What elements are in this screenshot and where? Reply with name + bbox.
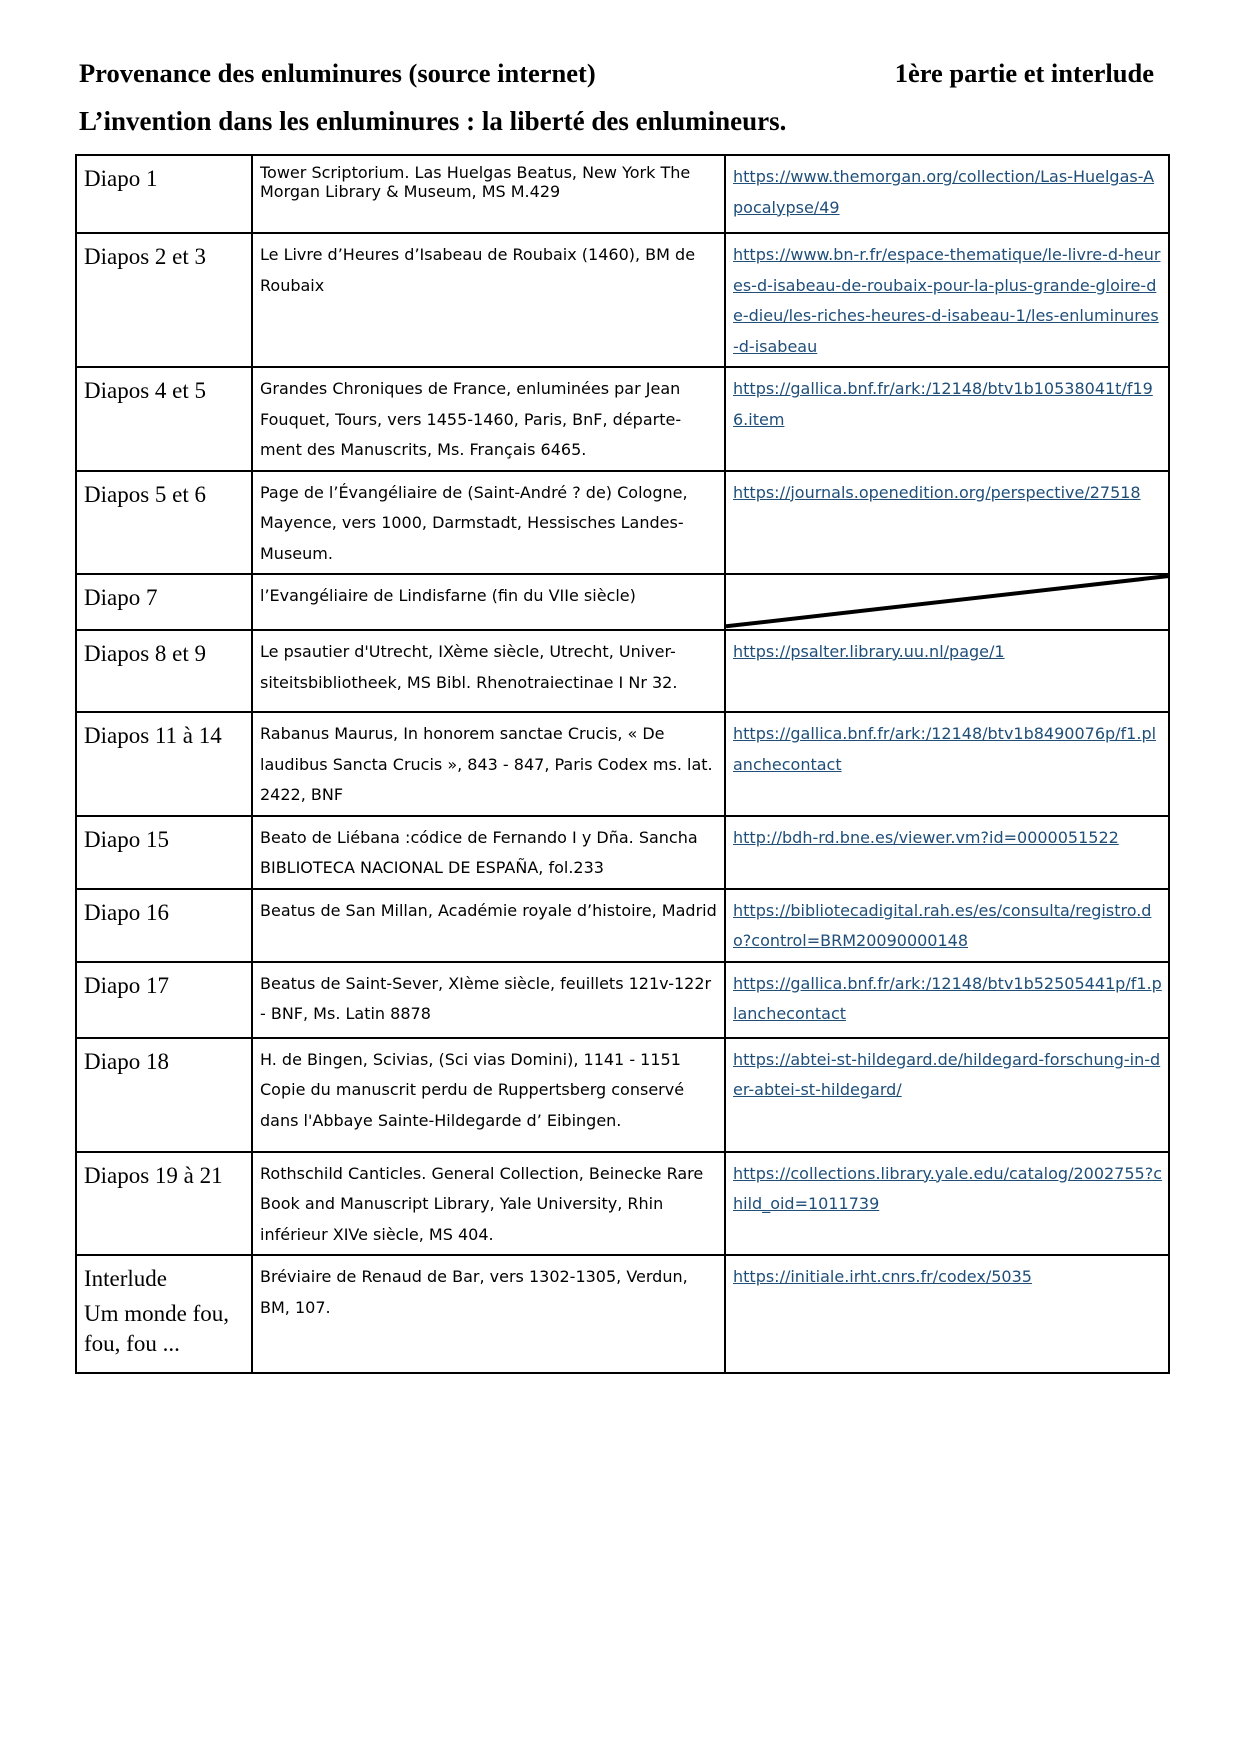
source-link[interactable]: https://www.bn-r.fr/espace-thematique/le-livre-d-heures-d-isabeau-de-roubaix-pour-la-plus-grande-gloire-de-dieu/les-riches-heures-d-isabeau-1/les-enluminures-d-isabeau xyxy=(733,245,1161,356)
source-description: Le Livre d’Heures d’Isabeau de Roubaix (1460), BM de Roubaix xyxy=(260,245,696,295)
source-description: Bréviaire de Renaud de Bar, vers 1302-1305, Verdun, BM, 107. xyxy=(260,1267,688,1317)
diapo-label: Diapo 15 xyxy=(84,826,169,852)
source-link[interactable]: https://gallica.bnf.fr/ark:/12148/btv1b52505441p/f1.planchecontact xyxy=(733,973,1162,1023)
source-description: H. de Bingen, Scivias, (Sci vias Domini), 1141 - 1151 Copie du manuscrit perdu de Ruppertsberg conservé dans l'Abbaye Sainte-Hildegarde d’ Eibingen. xyxy=(260,1049,685,1130)
diagonal-strike xyxy=(726,575,1168,629)
table-row xyxy=(76,1038,1169,1152)
table-row xyxy=(76,1255,1169,1373)
source-description: Page de l’Évangéliaire de (Saint-André ? de) Cologne, Mayence, vers 1000, Darmstadt, Hessisches Landes-Museum. xyxy=(260,482,688,563)
source-link[interactable]: http://bdh-rd.bne.es/viewer.vm?id=0000051522 xyxy=(733,827,1119,847)
interlude-label: Interlude xyxy=(84,1266,168,1291)
table-row xyxy=(76,1152,1169,1256)
source-link[interactable]: https://initiale.irht.cnrs.fr/codex/5035 xyxy=(733,1267,1032,1286)
source-link[interactable]: https://journals.openedition.org/perspective/27518 xyxy=(733,482,1141,502)
table-row xyxy=(76,962,1169,1038)
source-link[interactable]: https://psalter.library.uu.nl/page/1 xyxy=(733,642,1005,661)
source-link[interactable]: https://gallica.bnf.fr/ark:/12148/btv1b8490076p/f1.planchecontact xyxy=(733,724,1157,774)
source-description: Beato de Liébana :códice de Fernando I y Dña. Sancha BIBLIOTECA NACIONAL DE ESPAÑA, fol.233 xyxy=(260,827,698,877)
table-row xyxy=(76,816,1169,889)
diapo-label: Diapos 8 et 9 xyxy=(84,641,207,666)
header-part: 1ère partie et interlude xyxy=(894,58,1154,88)
page-subtitle: L’invention dans les enluminures : la liberté des enlumineurs. xyxy=(79,106,787,136)
table-row xyxy=(76,471,1169,575)
source-description: Beatus de Saint-Sever, XIème siècle, feuillets 121v-122r - BNF, Ms. Latin 8878 xyxy=(260,973,712,1023)
provenance-table xyxy=(75,154,1170,1374)
header-title: Provenance des enluminures (source internet) xyxy=(79,58,596,88)
table-row xyxy=(76,574,1169,630)
diapo-label: Diapo 17 xyxy=(84,972,169,998)
empty-link-cell xyxy=(725,574,1169,630)
table-row xyxy=(76,630,1169,712)
source-link[interactable]: https://gallica.bnf.fr/ark:/12148/btv1b10538041t/f196.item xyxy=(733,379,1153,429)
source-description: Le psautier d'Utrecht, IXème siècle, Utrecht, Univer-siteitsbibliotheek, MS Bibl. Rhenotraiectinae I Nr 32. xyxy=(260,642,678,692)
diapo-label: Diapos 19 à 21 xyxy=(84,1162,223,1188)
diapo-label: Diapos 5 et 6 xyxy=(84,481,207,507)
diapo-label xyxy=(77,1256,251,1359)
diapo-label: Diapos 4 et 5 xyxy=(84,378,207,403)
table-row xyxy=(76,155,1169,233)
diapo-label: Diapo 18 xyxy=(84,1048,169,1074)
table-row xyxy=(76,712,1169,816)
source-description: Tower Scriptorium. Las Huelgas Beatus, New York The Morgan Library & Museum, MS M.429 xyxy=(260,163,691,201)
table-row xyxy=(76,889,1169,962)
source-link[interactable]: https://collections.library.yale.edu/catalog/2002755?child_oid=1011739 xyxy=(733,1163,1163,1213)
diapo-label: Diapo 7 xyxy=(84,585,158,610)
diapo-label: Diapos 11 à 14 xyxy=(84,723,222,748)
source-description: Rothschild Canticles. General Collection, Beinecke Rare Book and Manuscript Library, Yale University, Rhin inférieur XIVe siècle, MS 404. xyxy=(260,1163,704,1244)
table-row xyxy=(76,367,1169,471)
source-description: Rabanus Maurus, In honorem sanctae Crucis, « De laudibus Sancta Crucis », 843 - 847, Paris Codex ms. lat. 2422, BNF xyxy=(260,724,713,804)
diapo-label: Diapo 1 xyxy=(84,166,158,191)
diapo-label: Diapo 16 xyxy=(84,899,169,925)
source-description: Grandes Chroniques de France, enluminées par Jean Fouquet, Tours, vers 1455-1460, Paris, BnF, départe-ment des Manuscrits, Ms. Français 6465. xyxy=(260,379,682,459)
table-row xyxy=(76,233,1169,367)
source-description: l’Evangéliaire de Lindisfarne (fin du VIIe siècle) xyxy=(260,586,636,605)
source-description: Beatus de San Millan, Académie royale d’histoire, Madrid xyxy=(260,900,717,920)
source-link[interactable]: https://www.themorgan.org/collection/Las-Huelgas-Apocalypse/49 xyxy=(733,167,1155,217)
source-link[interactable]: https://abtei-st-hildegard.de/hildegard-forschung-in-der-abtei-st-hildegard/ xyxy=(733,1049,1161,1099)
source-link[interactable]: https://bibliotecadigital.rah.es/es/consulta/registro.do?control=BRM20090000148 xyxy=(733,900,1152,950)
diapo-label: Diapos 2 et 3 xyxy=(84,244,207,269)
interlude-subtitle: Um monde fou, fou, fou ... xyxy=(84,1301,230,1356)
